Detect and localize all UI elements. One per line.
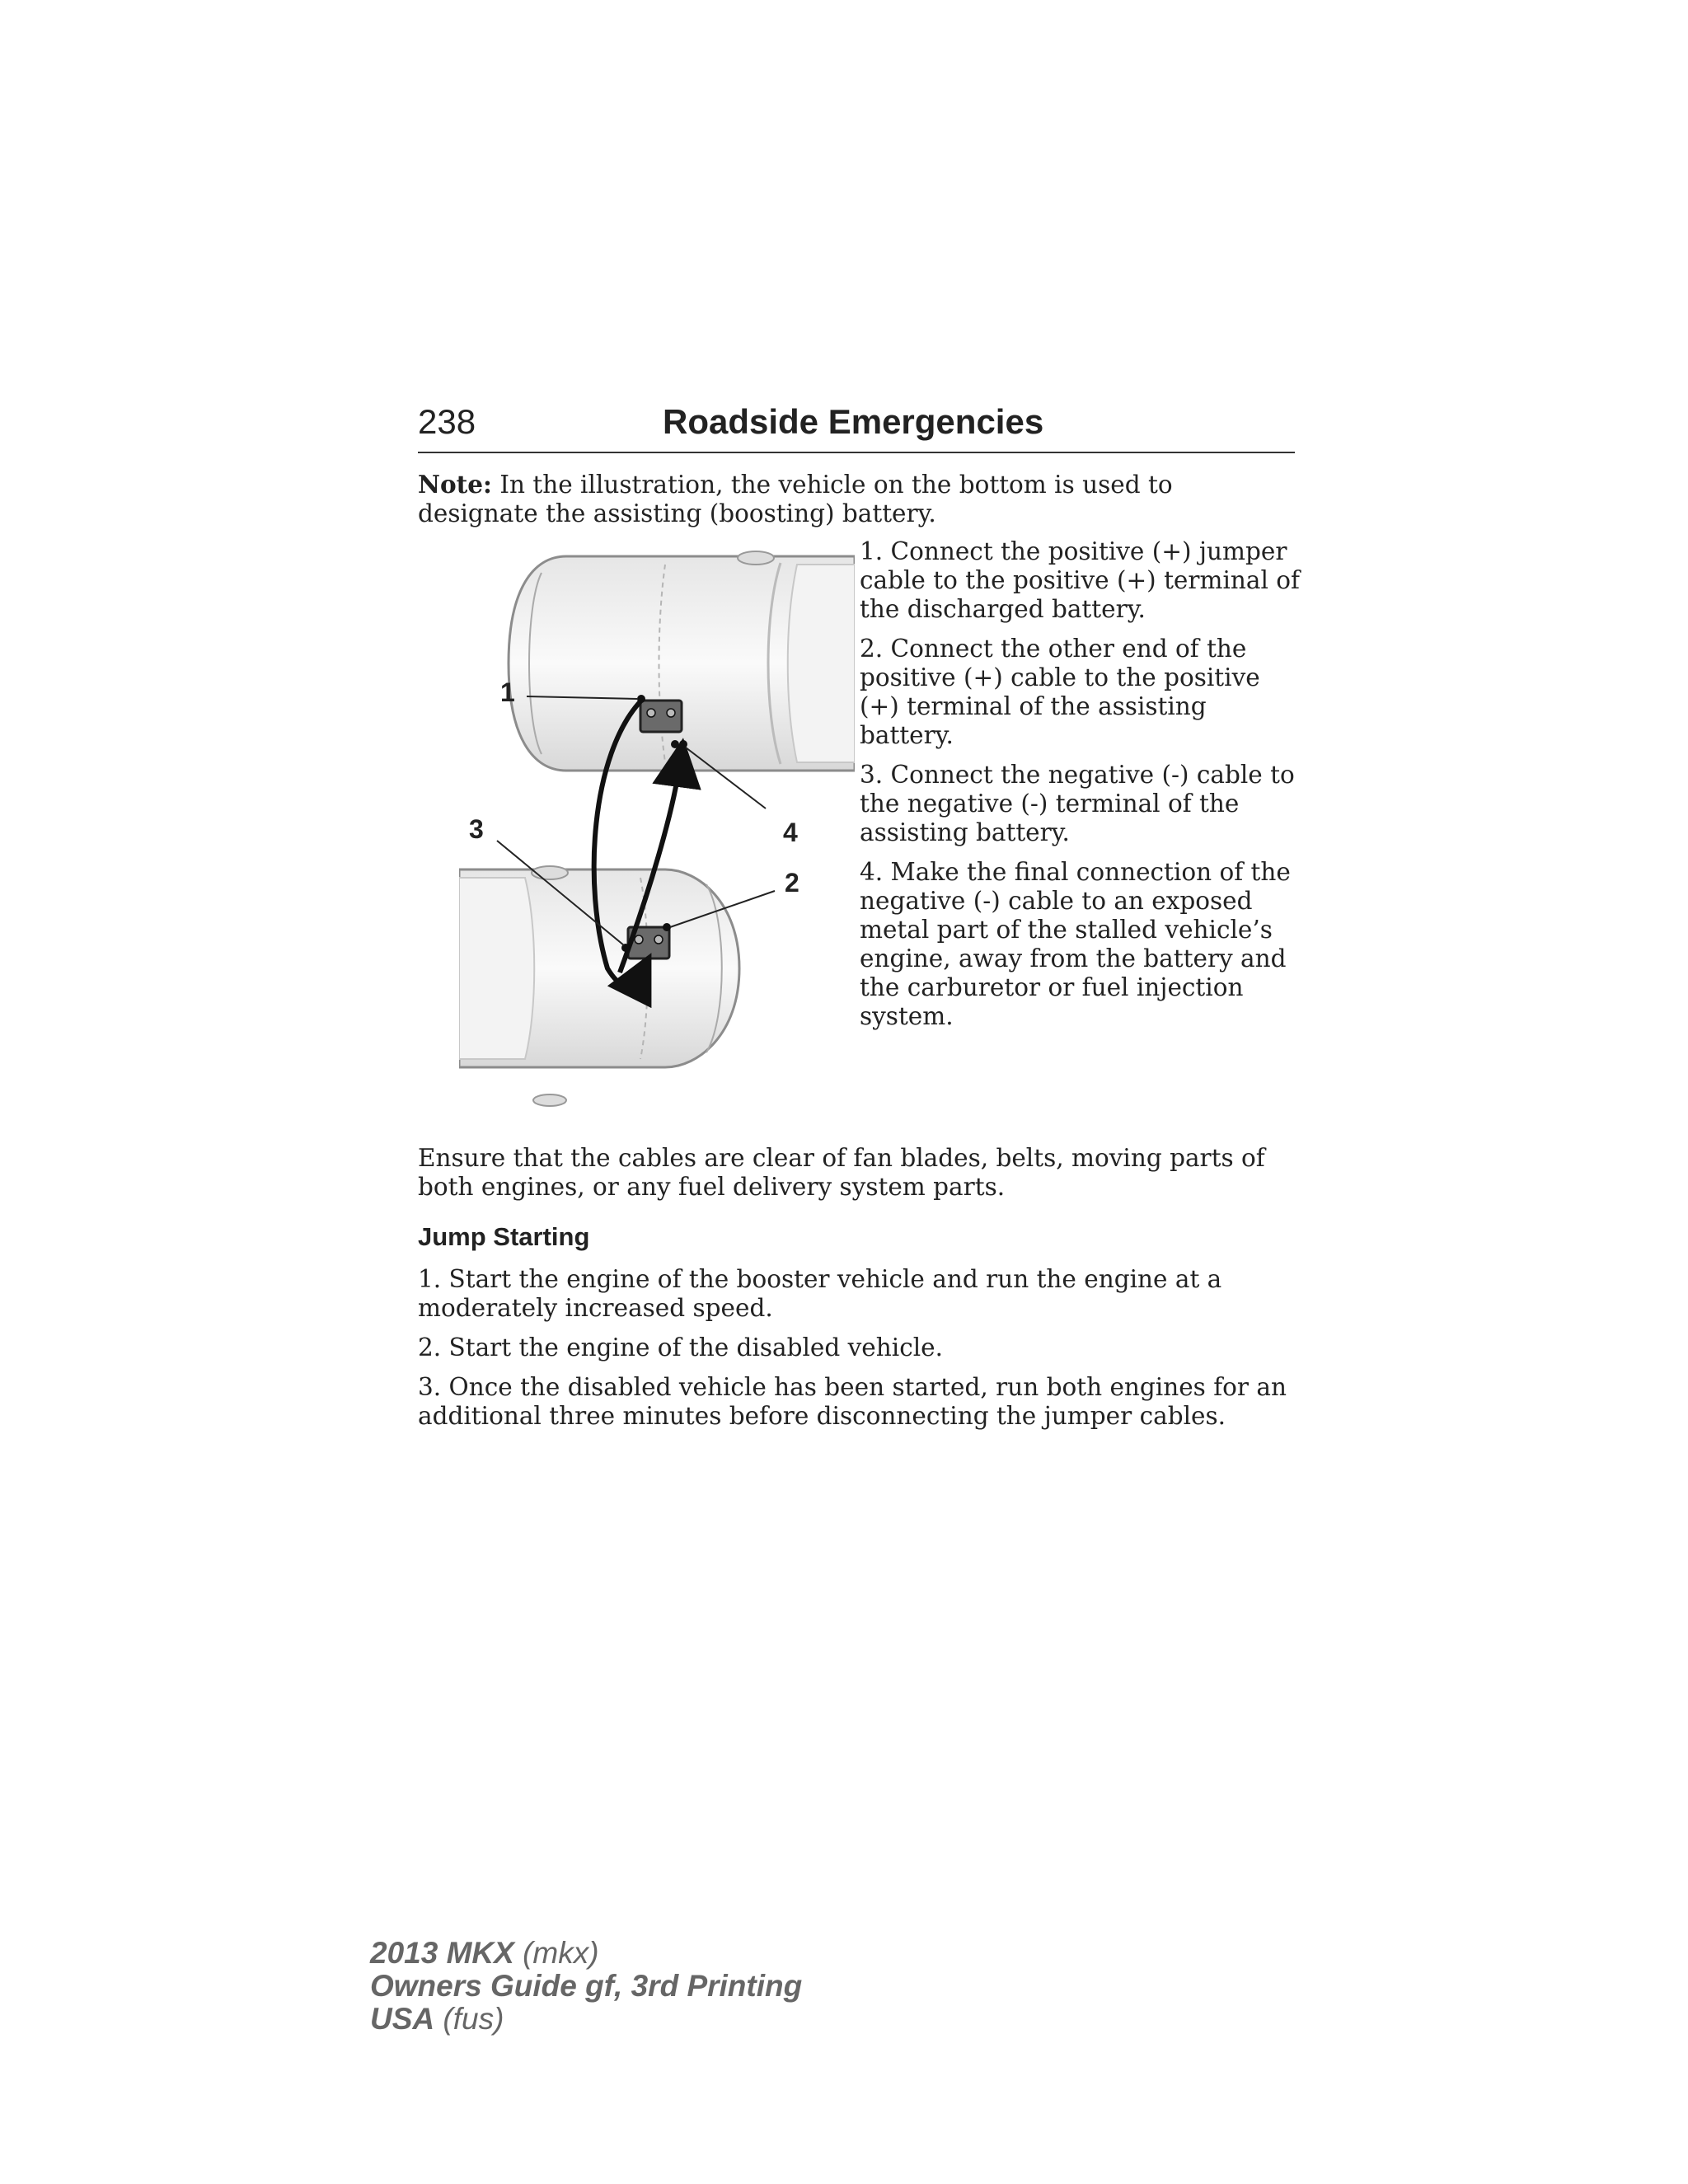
discharged-battery [640, 701, 682, 732]
note-label: Note: [418, 470, 492, 499]
page-header [418, 397, 1295, 453]
footer-line-guide [370, 1970, 802, 2003]
jump-step-2: 2. Start the engine of the disabled vehicle. [418, 1333, 943, 1361]
connection-steps [860, 537, 1305, 1042]
jump-starting-steps [418, 1265, 1308, 1441]
discharged-vehicle [509, 551, 855, 771]
note-paragraph [418, 470, 1295, 528]
connection-step-3: 3. Connect the negative (-) cable to the negative (-) terminal of the assisting battery. [860, 761, 1295, 846]
callout-2: 2 [785, 868, 799, 898]
jump-starting-heading: Jump Starting [418, 1222, 590, 1251]
ensure-paragraph: Ensure that the cables are clear of fan blades, belts, moving parts of both engines, or any fuel delivery system parts. [418, 1144, 1265, 1201]
connection-step-2: 2. Connect the other end of the positive (+) cable to the positive (+) terminal of the assisting battery. [860, 635, 1260, 749]
connection-step-4: 4. Make the final connection of the negative (-) cable to an exposed metal part of the stalled vehicle’s engine, away from the battery and the carburetor or fuel injection system. [860, 858, 1291, 1030]
footer-model-code: (mkx) [513, 1936, 599, 1970]
footer-region-code: (fus) [434, 2002, 504, 2036]
footer-region: USA [370, 2002, 435, 2036]
footer-line-region [370, 2003, 802, 2036]
section-title: Roadside Emergencies [663, 402, 1044, 441]
callout-1: 1 [500, 677, 515, 707]
jump-step-3: 3. Once the disabled vehicle has been started, run both engines for an additional three minutes before disconnecting the jumper cables. [418, 1373, 1287, 1430]
callout-4: 4 [783, 818, 798, 847]
footer-line-model [370, 1937, 802, 1970]
page-footer [370, 1937, 802, 2036]
page-number: 238 [418, 402, 476, 441]
footer-guide: Owners Guide gf, 3rd Printing [370, 1969, 803, 2003]
assisting-vehicle [459, 866, 739, 1106]
jump-start-illustration [459, 540, 855, 1108]
connection-step-1: 1. Connect the positive (+) jumper cable to the positive (+) terminal of the discharged battery. [860, 537, 1300, 623]
jump-step-1: 1. Start the engine of the booster vehicle and run the engine at a moderately increased speed. [418, 1265, 1222, 1322]
callout-3: 3 [469, 814, 484, 844]
footer-model: 2013 MKX [370, 1936, 514, 1970]
cars-diagram [459, 540, 855, 1108]
note-text: In the illustration, the vehicle on the bottom is used to designate the assisting (boosting) battery. [418, 471, 1173, 527]
